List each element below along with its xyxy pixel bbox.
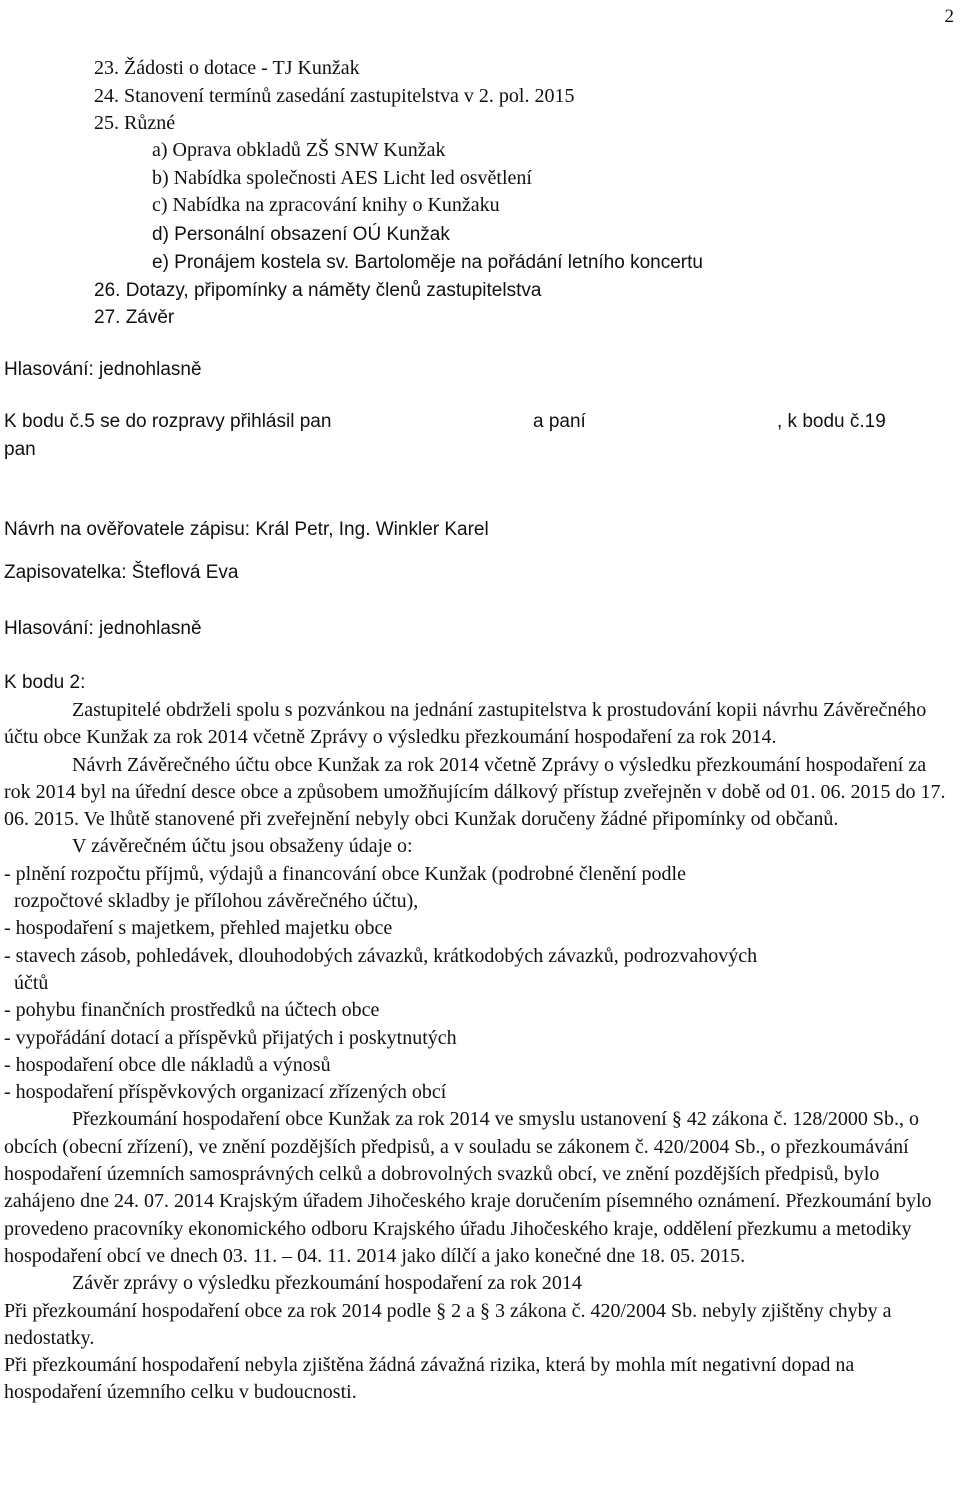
agenda-item-24: 24. Stanovení termínů zasedání zastupitelstva v 2. pol. 2015 [94,85,575,107]
paragraph: Při přezkoumání hospodaření obce za rok 2014 podle § 2 a § 3 zákona č. 420/2004 Sb. nebyly zjištěny chyby a nedostatky. [4,1299,892,1349]
recorder: Zapisovatelka: Šteflová Eva [4,562,239,583]
agenda-subitem-c: c) Nabídka na zpracování knihy o Kunžaku [152,194,500,216]
list-item: - plnění rozpočtu příjmů, výdajů a financování obce Kunžak (podrobné členění podle [4,862,686,885]
discussion-text: K bodu č.5 se do rozpravy přihlásil pan [4,411,332,432]
list-item: rozpočtové skladby je přílohou závěrečného účtu), [14,890,419,913]
agenda-item-23: 23. Žádosti o dotace - TJ Kunžak [94,57,360,79]
agenda-subitem-a: a) Oprava obkladů ZŠ SNW Kunžak [152,139,446,161]
paragraph: Závěr zprávy o výsledku přezkoumání hospodaření za rok 2014 [72,1272,582,1295]
agenda-item-25: 25. Různé [94,112,176,134]
paragraph: Zastupitelé obdrželi spolu s pozvánkou na jednání zastupitelstva k prostudování kopii návrhu Závěrečného účtu obce Kunžak za rok 2014 včetně Zprávy o výsledku přezkoumání hospodaření za rok 2014. [4,699,927,749]
list-item: - stavech zásob, pohledávek, dlouhodobých závazků, krátkodobých závazků, podrozvahových [4,944,758,967]
section-heading: K bodu 2: [4,672,86,693]
list-item: - hospodaření příspěvkových organizací zřízených obcí [4,1081,447,1104]
paragraph: Při přezkoumání hospodaření nebyla zjištěna žádná závažná rizika, která by mohla mít negativní dopad na hospodaření územního celku v budoucnosti. [4,1354,855,1404]
verifiers-proposal: Návrh na ověřovatele zápisu: Král Petr, Ing. Winkler Karel [4,519,489,540]
agenda-subitem-b: b) Nabídka společnosti AES Licht led osvětlení [152,167,532,189]
paragraph: Návrh Závěrečného účtu obce Kunžak za rok 2014 včetně Zprávy o výsledku přezkoumání hospodaření za rok 2014 byl na úřední desce obce a způsobem umožňujícím dálkový přístup zveřejněn v době od 01. 06. 2015 do 17. 06. 2015. Ve lhůtě stanovené při zveřejnění nebyly obci Kunžak doručeny žádné připomínky od občanů. [4,753,946,831]
paragraph: Přezkoumání hospodaření obce Kunžak za rok 2014 ve smyslu ustanovení § 42 zákona č. 128/2000 Sb., o obcích (obecní zřízení), ve znění pozdějších předpisů, a v souladu se zákonem č. 420/2004 Sb., o přezkoumávání hospodaření územních samosprávných celků a dobrovolných svazků obcí, ve znění pozdějších předpisů, bylo zahájeno dne 24. 07. 2014 Krajským úřadem Jihočeského kraje doručením písemného oznámení. Přezkoumání bylo provedeno pracovníky ekonomického odboru Krajského úřadu Jihočeského kraje, oddělení přezkumu a metodiky hospodaření obcí ve dnech 03. 11. – 04. 11. 2014 jako dílčí a jako konečné dne 18. 05. 2015. [4,1108,932,1267]
list-item: - vypořádání dotací a příspěvků přijatých i poskytnutých [4,1026,457,1049]
agenda-subitem-d: d) Personální obsazení OÚ Kunžak [152,224,450,245]
discussion-text: pan [4,439,36,460]
agenda-subitem-e: e) Pronájem kostela sv. Bartoloměje na pořádání letního koncertu [152,252,703,273]
vote-result: Hlasování: jednohlasně [4,618,202,639]
agenda-item-26: 26. Dotazy, připomínky a náměty členů zastupitelstva [94,280,542,301]
discussion-text: a paní [533,411,586,432]
list-item: - hospodaření obce dle nákladů a výnosů [4,1053,331,1076]
list-item: - hospodaření s majetkem, přehled majetku obce [4,917,393,940]
list-item: účtů [14,971,49,994]
point2-body [4,697,949,1407]
agenda-item-27: 27. Závěr [94,307,175,328]
discussion-text: , k bodu č.19 [777,411,886,432]
list-item: - pohybu finančních prostředků na účtech obce [4,999,380,1022]
page-number: 2 [944,6,954,27]
vote-result: Hlasování: jednohlasně [4,359,202,380]
paragraph: V závěrečném účtu jsou obsaženy údaje o: [72,835,413,858]
